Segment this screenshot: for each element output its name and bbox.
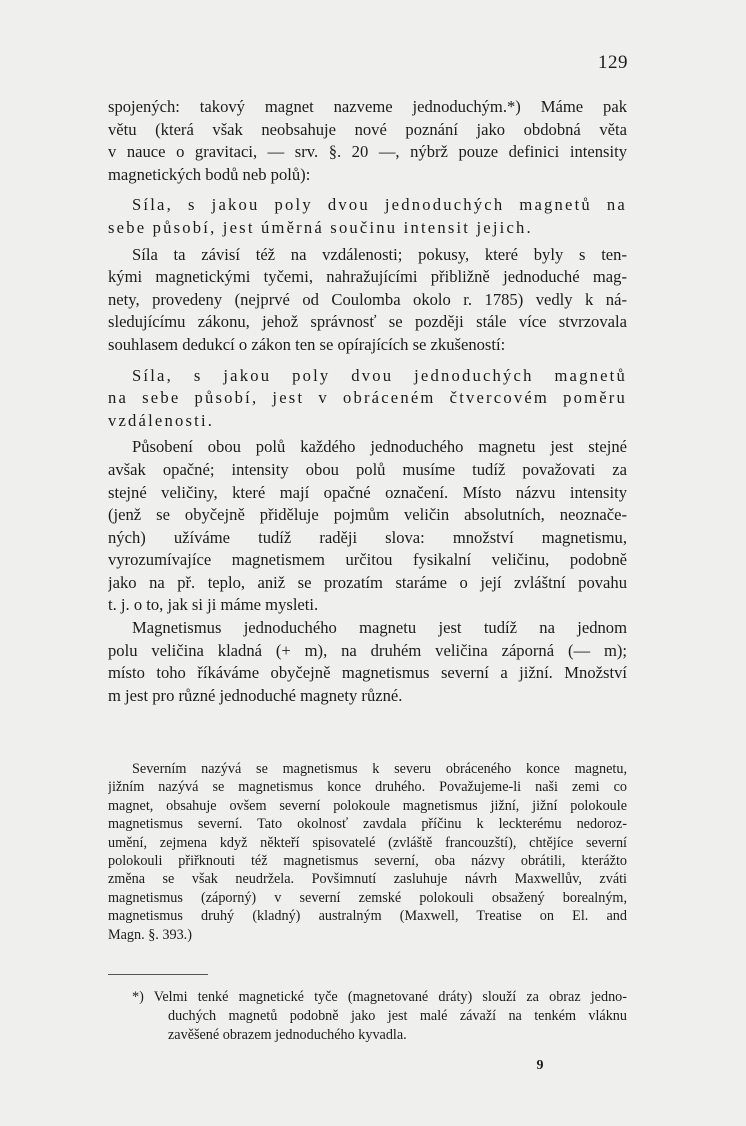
text-line: Působení obou polů každého jednoduchého magnetu jest stejné bbox=[132, 437, 627, 457]
text-line: sebe působí, jest úměrná součinu intensit jejich. bbox=[108, 217, 533, 237]
signature-mark: 9 bbox=[536, 1058, 544, 1073]
main-text bbox=[108, 96, 627, 707]
text-line: Síla, s jakou poly dvou jednoduchých magnetů na bbox=[132, 195, 627, 215]
text-line: Síla ta závisí též na vzdálenosti; pokusy, které byly s ten- bbox=[132, 244, 627, 264]
text-line: Síla, s jakou poly dvou jednoduchých magnetů bbox=[132, 365, 627, 385]
star-note-line: duchých magnetů podobně jako jest malé závaží na tenkém vláknu bbox=[168, 1008, 627, 1024]
footnote-line: magnetismus severní. Tato okolnosť zavdala příčinu k leckterému nedoroz- bbox=[108, 816, 627, 833]
text-line: (jenž se obyčejně přiděluje pojmům veličin absolutních, neoznače- bbox=[108, 505, 627, 525]
footnote-line: polokouli přiřknouti též magnetismus severní, oba názvy obrátili, kterážto bbox=[108, 852, 627, 869]
text-line: polu veličina kladná (+ m), na druhém veličina záporná (— m); bbox=[108, 640, 627, 660]
footnote-line: změna se však neudržela. Povšimnutí zasluhuje návrh Maxwellův, zváti bbox=[108, 871, 627, 888]
text-line: jako na př. teplo, aniž se prozatím staráme o její zvláštní povahu bbox=[108, 572, 627, 592]
footnote-text bbox=[108, 760, 627, 944]
text-line: na sebe působí, jest v obráceném čtvercovém poměru bbox=[108, 388, 627, 408]
footnote-line: Magn. §. 393.) bbox=[108, 926, 192, 943]
footnote-line: magnetismus (záporný) v severní zemské polokouli obsažený borealným, bbox=[108, 889, 627, 906]
text-line: v nauce o gravitaci, — srv. §. 20 —, nýbrž pouze definici intensity bbox=[108, 142, 627, 162]
footnote-separator bbox=[108, 974, 208, 975]
footnote-line: Severním nazývá se magnetismus k severu obráceného konce magnetu, bbox=[132, 761, 627, 777]
text-line: stejné veličiny, které mají opačné označení. Místo názvu intensity bbox=[108, 482, 627, 502]
text-line: spojených: takový magnet nazveme jednoduchým.*) Máme pak bbox=[108, 97, 627, 116]
text-line: nety, provedeny (nejprvé od Coulomba okolo r. 1785) vedly k ná- bbox=[108, 289, 627, 309]
star-note-line: *) Velmi tenké magnetické tyče (magnetované dráty) slouží za obraz jedno- bbox=[132, 989, 627, 1005]
footnote-line: umění, zejmena když někteří spisovatelé (zvláště francouzští), chtějíce severní bbox=[108, 834, 627, 851]
star-footnote bbox=[108, 988, 627, 1045]
text-line: ných) užíváme tudíž raději slova: množství magnetismu, bbox=[108, 527, 627, 547]
footnote-line: magnet, obsahuje ovšem severní polokoule magnetismus jižní, jižní polokoule bbox=[108, 797, 627, 814]
star-note-line: zavěšené obrazem jednoduchého kyvadla. bbox=[168, 1027, 407, 1043]
text-line: avšak opačné; intensity obou polů musíme tudíž považovati za bbox=[108, 459, 627, 479]
paragraph-gap bbox=[108, 357, 627, 365]
paragraph-gap bbox=[108, 186, 627, 194]
footnote-line: magnetismus druhý (kladný) australným (Maxwell, Treatise on El. and bbox=[108, 908, 627, 925]
text-line: vzdálenosti. bbox=[108, 410, 215, 430]
text-line: t. j. o to, jak si ji máme mysleti. bbox=[108, 595, 319, 615]
text-line: kými magnetickými tyčemi, nahražujícími přibližně jednoduché mag- bbox=[108, 267, 627, 287]
text-line: Magnetismus jednoduchého magnetu jest tudíž na jednom bbox=[132, 618, 627, 638]
text-line: větu (která však neobsahuje nové poznání jako obdobná věta bbox=[108, 119, 627, 139]
text-line: místo toho říkáváme obyčejně magnetismus severní a jižní. Množství bbox=[108, 663, 627, 683]
text-line: vyrozumívajíce magnetismem určitou fysikalní veličinu, podobně bbox=[108, 550, 627, 570]
text-line: m jest pro různé jednoduché magnety různé. bbox=[108, 685, 403, 705]
text-line: sledujícímu zákonu, jehož správnosť se později stále více stvrzovala bbox=[108, 312, 627, 332]
footnote-line: jižním nazývá se magnetismus konce druhého. Považujeme-li naši zemi co bbox=[108, 779, 627, 796]
page-number: 129 bbox=[598, 52, 628, 73]
text-line: magnetických bodů neb polů): bbox=[108, 164, 311, 184]
text-line: souhlasem dedukcí o zákon ten se opírajících se zkušeností: bbox=[108, 334, 506, 354]
